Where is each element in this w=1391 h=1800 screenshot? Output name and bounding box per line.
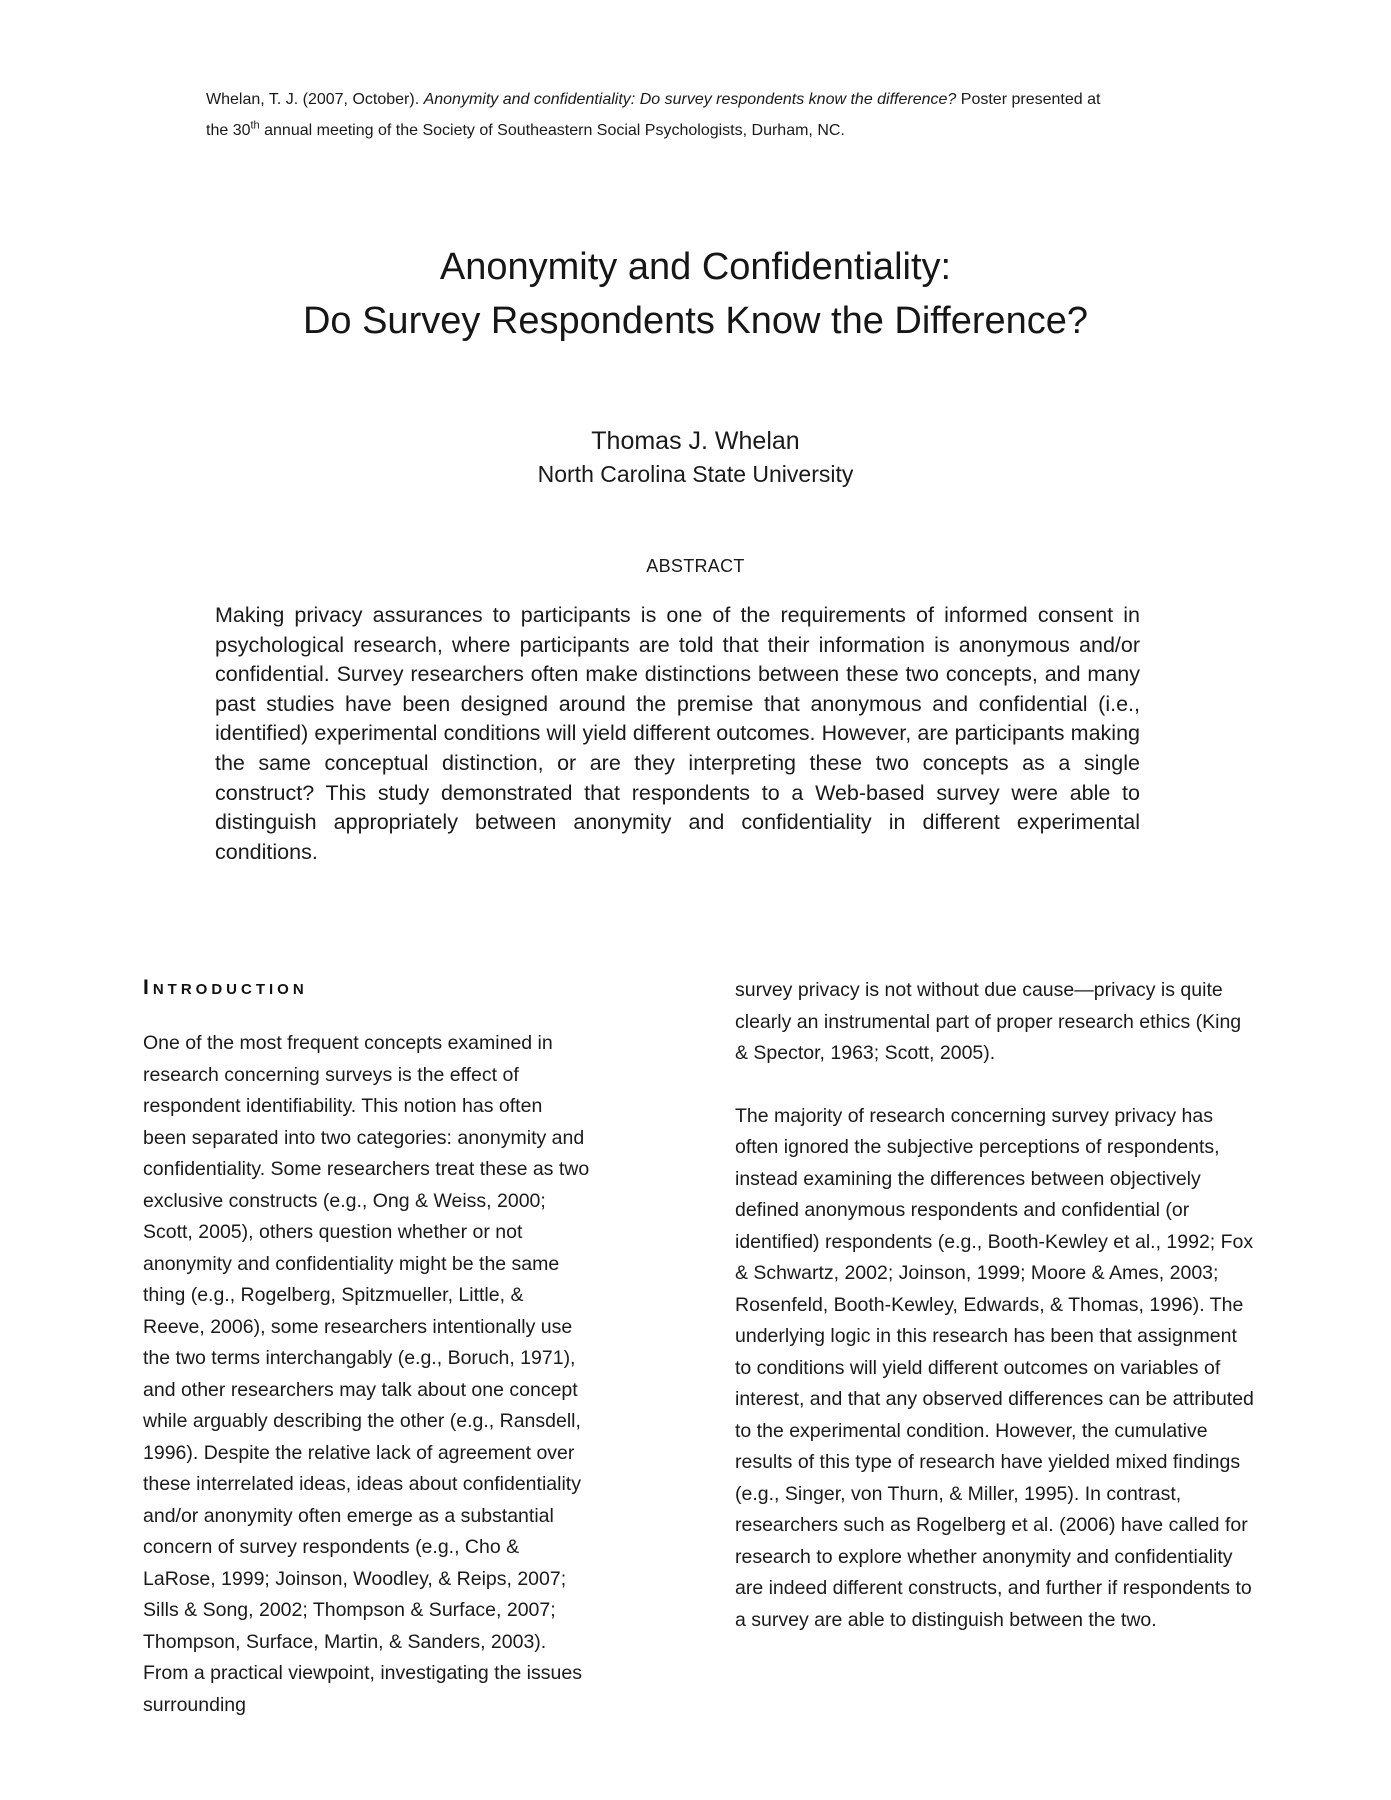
author-name: Thomas J. Whelan (591, 427, 800, 455)
introduction-heading: Introduction (143, 976, 308, 999)
citation-ordinal-superscript: th (250, 119, 260, 132)
introduction-paragraph-continued: survey privacy is not without due cause—privacy is quite clearly an instrumental part of proper research ethics (King & Spector, 1963; Scott, 2005). (735, 979, 1242, 1064)
left-column (143, 975, 590, 1721)
paper-title-line2: Do Survey Respondents Know the Difference? (302, 300, 1089, 342)
abstract-heading: ABSTRACT (646, 556, 745, 576)
paper-title (0, 240, 1391, 348)
citation-after-title: Poster presented at the 30 (206, 91, 1101, 139)
citation-title-italic: Anonymity and confidentiality: Do survey respondents know the difference? (423, 91, 957, 108)
introduction-paragraph-left: One of the most frequent concepts examined in research concerning surveys is the effect of respondent identifiability. This notion has often been separated into two categories: anonymity and confidentiality. Some researchers treat these as two exclusive constructs (e.g., Ong & Weiss, 2000; Scott, 2005), others question whether or not anonymity and confidentiality might be the same thing (e.g., Rogelberg, Spitzmueller, Little, & Reeve, 2006), some researchers intentionally use the two terms interchangably (e.g., Boruch, 1971), and other researchers may talk about one concept while arguably describing the other (e.g., Ransdell, 1996). Despite the relative lack of agreement over these interrelated ideas, ideas about confidentiality and/or anonymity often emerge as a substantial concern of survey respondents (e.g., Cho & LaRose, 1999; Joinson, Woodley, & Reips, 2007; Sills & Song, 2002; Thompson & Surface, 2007; Thompson, Surface, Martin, & Sanders, 2003). From a practical viewpoint, investigating the issues surrounding (143, 1032, 590, 1716)
abstract-text: Making privacy assurances to participants is one of the requirements of informed consent in psychological research, where participants are told that their information is anonymous and/or confidential. Survey researchers often make distinctions between these two concepts, and many past studies have been designed around the premise that anonymous and confidential (i.e., identified) experimental conditions will yield different outcomes. However, are participants making the same conceptual distinction, or are they interpreting these two concepts as a single construct? This study demonstrated that respondents to a Web-based survey were able to distinguish appropriately between anonymity and confidentiality in different experimental conditions. (215, 603, 1140, 864)
introduction-paragraph-2: The majority of research concerning survey privacy has often ignored the subjective perceptions of respondents, instead examining the differences between objectively defined anonymous respondents and confidential (or identified) respondents (e.g., Booth-Kewley et al., 1992; Fox & Schwartz, 2002; Joinson, 1999; Moore & Ames, 2003; Rosenfeld, Booth-Kewley, Edwards, & Thomas, 1996). The underlying logic in this research has been that assignment to conditions will yield different outcomes on variables of interest, and that any observed differences can be attributed to the experimental condition. However, the cumulative results of this type of research have yielded mixed findings (e.g., Singer, von Thurn, & Miller, 1995). In contrast, researchers such as Rogelberg et al. (2006) have called for research to explore whether anonymity and confidentiality are indeed different constructs, and further if respondents to a survey are able to distinguish between the two. (735, 1104, 1254, 1631)
two-column-section (143, 975, 1255, 1721)
paper-title-line1: Anonymity and Confidentiality: (439, 246, 952, 288)
citation-authors: Whelan, T. J. (2007, October). (206, 91, 424, 108)
citation-tail: annual meeting of the Society of Southeastern Social Psychologists, Durham, NC. (259, 122, 845, 139)
citation (206, 84, 1118, 146)
author-affiliation: North Carolina State University (537, 461, 854, 487)
author-block (0, 424, 1391, 490)
right-column (735, 975, 1255, 1636)
